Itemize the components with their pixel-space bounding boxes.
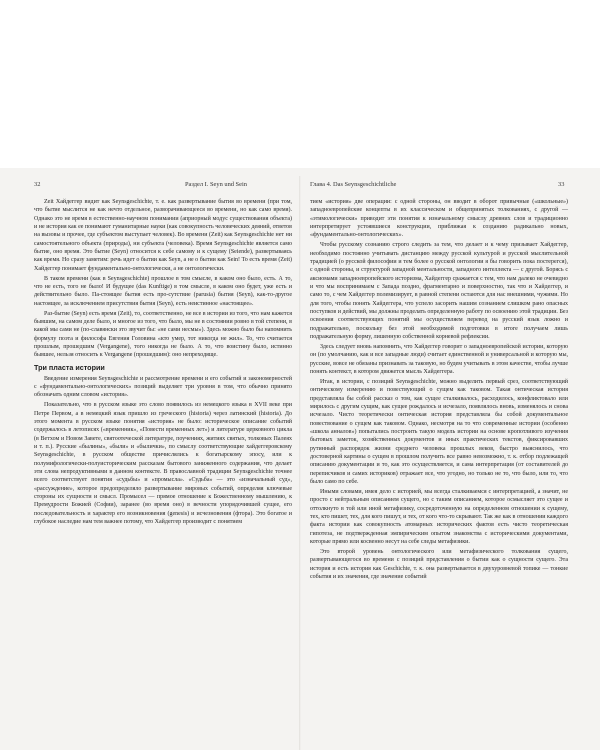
section-heading: Три пласта истории bbox=[34, 362, 105, 372]
paragraph: Это второй уровень онтологического или метафизического толкования сущего, развертывающегося во времени с позиций представления о бытии как о сущности сущего. Эта история и есть история как Geschichte, т. к. она развертывается в двухуровневой топике — тонкие события и их значения, где значение событий bbox=[310, 549, 568, 581]
right-running-title: Глава 4. Das Seynsgeschichtliche bbox=[310, 181, 397, 188]
paragraph: В таком времени (как в Seynsgeschichte) прошлое в том смысле, в каком оно было, есть. А то, что не есть, того не было! И будущее (das Kunftige) в том смысле, в каком оно будет, уже есть и действительно было. Па-стоящее бытия есть про-сутствие (parusia) бытия (Seyn), как-то-другое настоящее, за исключением присутствия бытия (Seyn), есть неистинное «настоящее». bbox=[34, 275, 292, 307]
paragraph: Показательно, что в русском языке это слово появилось из немецкого языка в XVII веке при Петре Первом, а в немецкий язык пришло из греческого (historia) через латинский (historia). До этого момента в русском языке понятия «история» не было: историческое описание событий содержалось в летописях («временник», «Повести временных лет») и литературе церковного цикла (в Ветхом и Новом Завете, святоотеческой литературе, поучениях, житиях святых, толковых Палеях и т. п.). Русские «былины», «были» и «былички», по смыслу соответствующие хайдеггеровскому Seynsgeschichte, в русском обществе причислялись к богатырскому эпосу, или к полумифологически-полуисторическим рассказам бытового заниженного содержания, что делает эти слова непродуктивными в данном контексте. В православной традиции Seynsgeschichte точнее всего соответствует понятия «судьбы» и «промысла». «Судьба» — это «изначальный суд», «рассуждение», которое предопределяло развертывание мировых событий, определяя ключевые стороны их сущности и смысл. Промысел — прямое отношение к Божественному мышлению, к Премудрости Божией (Софии), заранее (во время оно) в вечности упорядочившей сущее, его последовательность и характер его возникновения (genesis) и исчезновения (фтора). Это богатое и глубокое наследие нам тем важнее потому, что Хайдеггер производит с понятием bbox=[34, 402, 292, 526]
right-page-number: 33 bbox=[558, 181, 565, 188]
left-page-text bbox=[34, 198, 292, 528]
blank-area bbox=[0, 0, 600, 168]
paragraph: Иными словами, имея дело с историей, мы всегда сталкиваемся с интерпретацией, а значит, не просто с нейтральным описанием сущего, но с таким описанием, которое осмысляет это сущее и оттолкнуто в той или иной метафизику, сосредоточенную на определенном отношении к сущему, тех, кто пишет, тех, для кого пишут, и тех, от кого что-то скрывают. Так же как в отношении каждого факта истории как совокупность атомарных исторических фактов есть чисто теоретическая гипотеза, не подтвержденная эмпирическим опытом знакомства с историческими документами, которые прямо или косвенно несут на себе следы метафизики. bbox=[310, 489, 568, 546]
paragraph: тием «история» две операции: с одной стороны, он вводит в оборот привычные («школьные») западноевропейские концепты в их классическом и общепринятых толкованиях, с другой — «этимологически» приводит эти понятия к изначальному смыслу древних слов и традиционно интерпретирует устоявшиеся конструкции, приближая к созданию радикально новых, «фундаментально-онтологических». bbox=[310, 199, 568, 239]
right-page-text bbox=[310, 198, 568, 583]
paragraph: Раз-бытие (Seyn) есть время (Zeit), то, соответственно, не все в истории из того, что нам кажется бывшим, на самом деле было, и многое из того, что было, мы не в состоянии ровно в той степени, в какой мы сами не (по-славянски это звучит бы: «не сами несмы»). Здесь можно было бы напомнить формулу поэта и философа Евгения Головина «кто умер, тот никогда не жил». То, что считается прошлым, прошедшим (Vergangene), того никогда не было. А то, что воистину было, истинно бывшее, нельзя относить к Vergangene (прошедшим): оно непреходяще. bbox=[34, 310, 292, 359]
paragraph: Zeit Хайдеггер видит как Seynsgeschichte, т. е. как развертывание бытия во времени (при том, что бытие мыслится не как нечто отдельное, разворачивающееся во времени, но как само время). Однако это не время в естественно-научном понимании (априорный модус существования объекта) и не история как ее понимают гуманитарные науки (как совокупность человеческих деяний, ответов на вызовы и прочее, где субъектом выступает человек). Во времени (Zeit) как Seynsgeschichte нет ни самостоятельного объекта (природы), ни субъекта (человека). Время Seynsgeschichte является само бытие, оно время. Это бытие (Seyn) относится к себе самому и к сущему (Seiende), развертываясь как время. Но сразу заметим: речь идет о бытии как Seyn, а не о бытии как Sein! То есть время (Zeit) Хайдеггер понимает фундаментально-онтологически, а не онтологически. bbox=[34, 199, 292, 272]
paragraph: Здесь следует вновь напомнить, что Хайдеггер говорит о западноевропейской истории, которую он (по умолчанию, как и все западные люди) считает единственной и универсальной и которую мы, русские, вовсе не обязаны признавать за таковую, но будем учитывать в этом качестве, чтобы лучше понять контекст, в котором движется мысль Хайдеггера. bbox=[310, 344, 568, 376]
left-running-title: Раздел I. Seyn und Sein bbox=[185, 181, 247, 188]
paragraph: Введение измерения Seynsgeschichte и рассмотрение времени и его событий и закономерностей с «фундаментально-онтологических» позиций выделяет три уровня в том, что обычно принято обозначать одним словом «история». bbox=[34, 375, 292, 399]
paragraph: Чтобы русскому сознанию строго следить за тем, что делает и к чему призывает Хайдеггер, необходимо постоянно учитывать дистанцию между русской культурой и русской мыслительной традицией (о русской философии и тем более о русской онтологии я бы говорить пока постерегся), с одной стороны, и структурой западной ментальности, западного интеллекта — с другой. Борясь с аксиомами западноевропейского историзма, Хайдеггер сражается с тем, что нам далеко не очевидно и что мы воспринимаем с Запада поздно, фрагментарно и поверхностно, так что и Хайдеггер, и само то, с чем Хайдеггер полемизирует, в равной степени остаются для нас внешними, чужими. Но для того, чтобы понять Хайдеггера, что успело засорить нашим сознанием слишком рано опасных поступков и действий, мы должны проделать определенную работу по освоению этой традиции. Без освоения соответствующих понятий мы осуществляем перевод на русский язык ложно и подражательно, поскольку без этой необходимой подготовки в итоге получаем лишь подражательную форму, лишенную собственной корневой рефлексии. bbox=[310, 242, 568, 341]
book-gutter bbox=[299, 176, 301, 750]
paragraph: Итак, в истории, с позиций Seynsgeschichte, можно выделить первый срез, соответствующий онтическому измерению и повествующий о сущем как таковом. Такая онтическая история представляла бы собой рассказ о том, как сущее сталкивалось, расходилось, конфликтовало или мирилось с другим сущим, как сущее рождалось и исчезало, появлялось вновь, изменялось и снова исчезало. Чисто теоретически онтическая история представляла бы собой документальное повествование о сущем как таковом. Однако, несмотря на то что современные истории (особенно «школа анналов») попытались построить такую модель истории на основе кропотливого изучения бытовых заметок, хозяйственных документов и иных практических текстов, фиксировавших рутинный распорядок жизни среднего человека прошлых веков, быстро выяснилось, что достоверной картины о сущем в прошлом получить все равно невозможно, т. к. отбор подлежащей описанию документации и то, как это осуществляется, и сама интерпретация (от составителей до переписчиков и самих историков) отражает все, что угодно, но только не то, что было, или то, что было само по себе. bbox=[310, 379, 568, 486]
left-page-number: 32 bbox=[34, 181, 41, 188]
